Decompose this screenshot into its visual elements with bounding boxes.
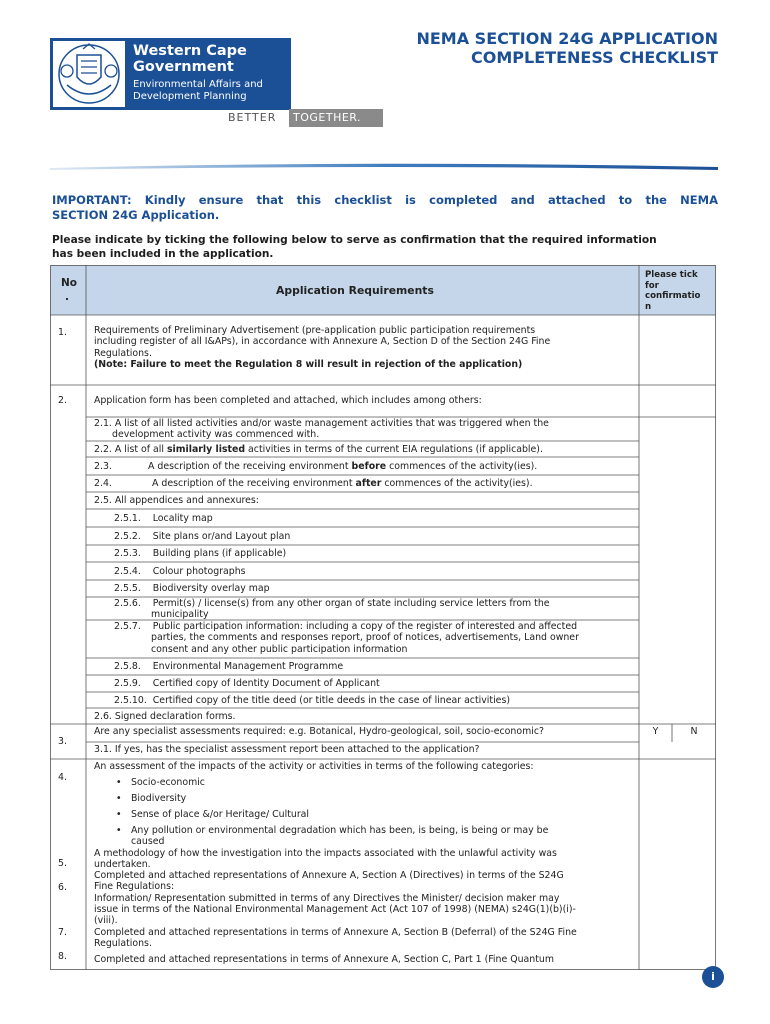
header-no-dot: . <box>65 291 69 303</box>
requirement-2-5-8: 2.5.8. Environmental Management Programme <box>114 661 344 672</box>
page-title-line2: COMPLETENESS CHECKLIST <box>471 48 718 67</box>
instruction-text: Please indicate by ticking the following below to serve as confirmation that the required information has been included in the application. <box>52 234 657 260</box>
requirement-2-5-9: 2.5.9. Certified copy of Identity Document of Applicant <box>114 678 380 689</box>
requirement-2-5-4: 2.5.4. Colour photographs <box>114 566 246 577</box>
header-rule <box>50 157 718 167</box>
requirement-2-3-number: 2.3. <box>94 461 112 472</box>
coat-of-arms-icon <box>53 41 125 107</box>
row-number-2: 2. <box>58 395 67 406</box>
row-number-8: 8. <box>58 951 67 962</box>
row-number-3: 3. <box>58 736 67 747</box>
tick-no[interactable]: N <box>690 726 698 737</box>
requirement-2-3: A description of the receiving environment before commences of the activity(ies). <box>148 461 538 472</box>
header-requirements: Application Requirements <box>276 284 434 297</box>
wcg-logo <box>50 38 291 110</box>
tagline-better: BETTER <box>228 111 277 124</box>
checklist-table <box>50 265 716 970</box>
header-tick: Please tick for confirmatio n <box>645 270 701 312</box>
requirement-2-5-6: 2.5.6. Permit(s) / license(s) from any other organ of state including service letters from the municipality <box>114 598 550 621</box>
row-number-5: 5. <box>58 858 67 869</box>
row-number-6: 6. <box>58 882 67 893</box>
requirement-2: Application form has been completed and attached, which includes among others: <box>94 395 482 406</box>
requirement-2-5-7: 2.5.7. Public participation information: including a copy of the register of interested and affected parties, the comments and responses report, proof of notices, advertisements, Land owner consent and any other public participation information <box>114 621 579 655</box>
tick-yes[interactable]: Y <box>652 726 659 737</box>
requirement-2-5-2: 2.5.2. Site plans or/and Layout plan <box>114 531 291 542</box>
requirement-3: Are any specialist assessments required: e.g. Botanical, Hydro-geological, soil, socio-economic? <box>94 726 544 737</box>
important-notice: IMPORTANT: Kindly ensure that this checklist is completed and attached to the NEMA SECTION 24G Application. <box>52 193 718 222</box>
requirement-2-4: A description of the receiving environment after commences of the activity(ies). <box>152 478 533 489</box>
requirement-2-2: 2.2. A list of all similarly listed activities in terms of the current EIA regulations (if applicable). <box>94 444 543 455</box>
row-number-7: 7. <box>58 927 67 938</box>
page-number-badge: i <box>702 966 724 988</box>
requirement-2-4-number: 2.4. <box>94 478 112 489</box>
row-number-4: 4. <box>58 772 67 783</box>
requirement-3-1: 3.1. If yes, has the specialist assessment report been attached to the application? <box>94 744 480 755</box>
requirement-2-5-5: 2.5.5. Biodiversity overlay map <box>114 583 270 594</box>
requirement-5: A methodology of how the investigation into the impacts associated with the unlawful activity was undertaken. <box>94 848 557 871</box>
requirement-2-5-1: 2.5.1. Locality map <box>114 513 213 524</box>
logo-department: Environmental Affairs and Development Planning <box>133 79 263 102</box>
requirement-8: Completed and attached representations in terms of Annexure A, Section C, Part 1 (Fine Quantum <box>94 954 554 965</box>
requirement-2-5: 2.5. All appendices and annexures: <box>94 495 259 506</box>
requirement-4-bullets: • Socio-economic • Biodiversity • Sense of place &/or Heritage/ Cultural • Any pollution or environmental degradation which has been, is being, is being or may be caused <box>116 777 549 848</box>
requirement-2-5-10: 2.5.10. Certified copy of the title deed (or title deeds in the case of linear activities) <box>114 695 510 706</box>
requirement-2-6: 2.6. Signed declaration forms. <box>94 711 236 722</box>
requirement-2-5-3: 2.5.3. Building plans (if applicable) <box>114 548 287 559</box>
requirement-2-1: 2.1. A list of all listed activities and/or waste management activities that was triggered when the development activity was commenced with. <box>94 418 549 441</box>
requirement-6: Completed and attached representations of Annexure A, Section A (Directives) in terms of the S24G Fine Regulations: Information/ Representation submitted in terms of any Directives the Minister/ decision maker may issue in terms of the National Environmental Management Act (Act 107 of 1998) (NEMA) s24G(1)(b)(i)- (viii). <box>94 870 576 927</box>
tagline-together: TOGETHER. <box>289 109 383 127</box>
row-number-1: 1. <box>58 327 67 338</box>
requirement-7: Completed and attached representations in terms of Annexure A, Section B (Deferral) of the S24G Fine Regulations. <box>94 927 577 950</box>
requirement-1: Requirements of Preliminary Advertisement (pre-application public participation requirements including register of all I&APs), in accordance with Annexure A, Section D of the Section 24G Fine Regulations. (Note: Failure to meet the Regulation 8 will result in rejection of the application) <box>94 325 551 370</box>
page-title-line1: NEMA SECTION 24G APPLICATION <box>416 29 718 48</box>
header-no: No <box>61 277 78 289</box>
logo-name: Western Cape Government <box>133 43 247 75</box>
requirement-4: An assessment of the impacts of the activity or activities in terms of the following categories: <box>94 761 534 772</box>
